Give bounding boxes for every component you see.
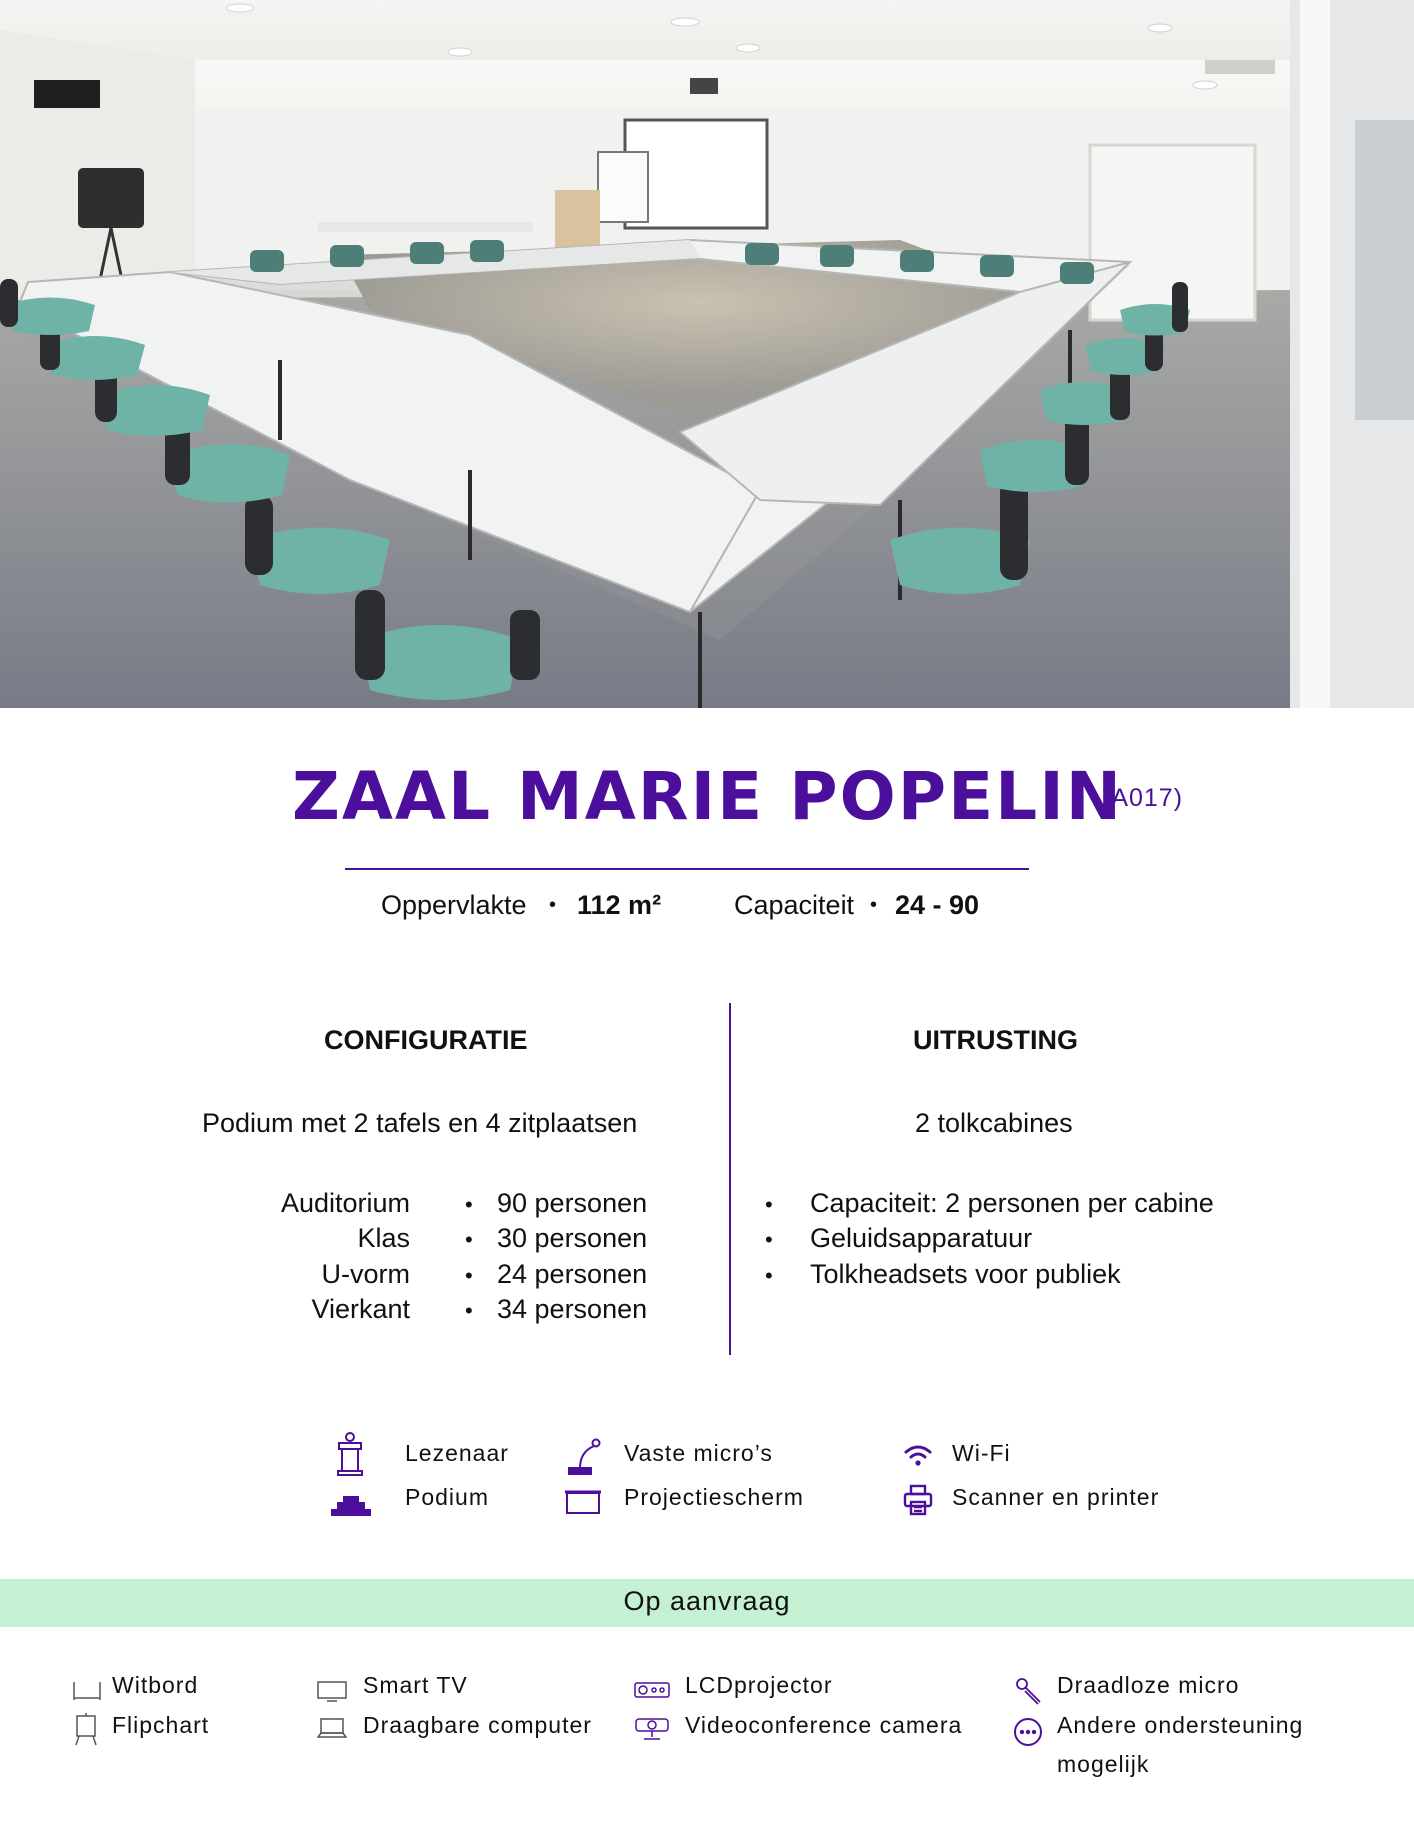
title-divider bbox=[345, 868, 1029, 870]
area-separator: • bbox=[549, 894, 557, 916]
bullet: • bbox=[465, 1192, 473, 1217]
room-name: ZAAL MARIE POPELIN bbox=[292, 758, 1124, 835]
request-label: Witbord bbox=[112, 1672, 199, 1698]
lectern-icon bbox=[336, 1432, 364, 1476]
request-label: Draadloze micro bbox=[1057, 1672, 1240, 1698]
amenity-label: Lezenaar bbox=[405, 1440, 509, 1466]
laptop-icon bbox=[317, 1717, 347, 1739]
request-label: Andere ondersteuning bbox=[1057, 1712, 1304, 1738]
fixed-microphone-icon bbox=[566, 1438, 602, 1476]
bullet: • bbox=[765, 1192, 773, 1217]
bullet: • bbox=[765, 1227, 773, 1252]
uitrusting-item: Geluidsapparatuur bbox=[810, 1223, 1033, 1253]
printer-icon bbox=[903, 1484, 933, 1516]
amenity-label: Wi-Fi bbox=[952, 1440, 1011, 1466]
capacity-label: Capaciteit bbox=[734, 890, 855, 920]
bullet: • bbox=[465, 1263, 473, 1288]
configuratie-heading: CONFIGURATIE bbox=[324, 1025, 528, 1055]
room-code: (A017) bbox=[1102, 784, 1184, 812]
amenity-label: Vaste micro’s bbox=[624, 1440, 773, 1466]
wifi-icon bbox=[903, 1443, 933, 1467]
request-label: Videoconference camera bbox=[685, 1712, 963, 1738]
uitrusting-heading: UITRUSTING bbox=[913, 1025, 1078, 1055]
lcd-projector-icon bbox=[634, 1680, 670, 1700]
config-value: 34 personen bbox=[497, 1294, 648, 1324]
bullet: • bbox=[465, 1298, 473, 1323]
area-value: 112 m² bbox=[577, 890, 662, 920]
bullet: • bbox=[765, 1263, 773, 1288]
config-label: Klas bbox=[357, 1223, 410, 1253]
room-title bbox=[0, 758, 1414, 848]
projection-screen-icon bbox=[564, 1490, 602, 1516]
smart-tv-icon bbox=[317, 1680, 347, 1702]
area-label: Oppervlakte bbox=[381, 890, 527, 920]
config-value: 30 personen bbox=[497, 1223, 648, 1253]
config-label: Vierkant bbox=[311, 1294, 410, 1324]
column-divider bbox=[729, 1003, 731, 1355]
bullet: • bbox=[465, 1227, 473, 1252]
more-options-icon bbox=[1013, 1717, 1043, 1747]
config-label: Auditorium bbox=[280, 1188, 410, 1218]
request-label: Flipchart bbox=[112, 1712, 210, 1738]
uitrusting-intro: 2 tolkcabines bbox=[915, 1108, 1073, 1138]
request-label: LCDprojector bbox=[685, 1672, 833, 1698]
whiteboard-icon bbox=[72, 1680, 102, 1702]
request-label: Draagbare computer bbox=[363, 1712, 592, 1738]
wireless-microphone-icon bbox=[1014, 1676, 1044, 1706]
request-label-continued: mogelijk bbox=[1057, 1751, 1150, 1777]
room-photo bbox=[0, 0, 1414, 708]
on-request-banner bbox=[0, 1579, 1414, 1627]
amenity-label: Podium bbox=[405, 1484, 489, 1510]
capacity-separator: • bbox=[870, 894, 878, 916]
configuratie-intro: Podium met 2 tafels en 4 zitplaatsen bbox=[202, 1108, 638, 1138]
config-label: U-vorm bbox=[321, 1259, 410, 1289]
on-request-heading: Op aanvraag bbox=[623, 1586, 791, 1616]
request-label: Smart TV bbox=[363, 1672, 468, 1698]
uitrusting-item: Tolkheadsets voor publiek bbox=[810, 1259, 1121, 1289]
room-stats bbox=[0, 890, 1414, 930]
capacity-value: 24 - 90 bbox=[895, 890, 980, 920]
podium-icon bbox=[331, 1494, 371, 1516]
config-value: 24 personen bbox=[497, 1259, 648, 1289]
uitrusting-item: Capaciteit: 2 personen per cabine bbox=[810, 1188, 1214, 1218]
amenity-label: Projectiescherm bbox=[624, 1484, 804, 1510]
amenity-label: Scanner en printer bbox=[952, 1484, 1160, 1510]
config-value: 90 personen bbox=[497, 1188, 648, 1218]
flipchart-icon bbox=[74, 1712, 98, 1746]
videoconference-camera-icon bbox=[634, 1717, 670, 1741]
